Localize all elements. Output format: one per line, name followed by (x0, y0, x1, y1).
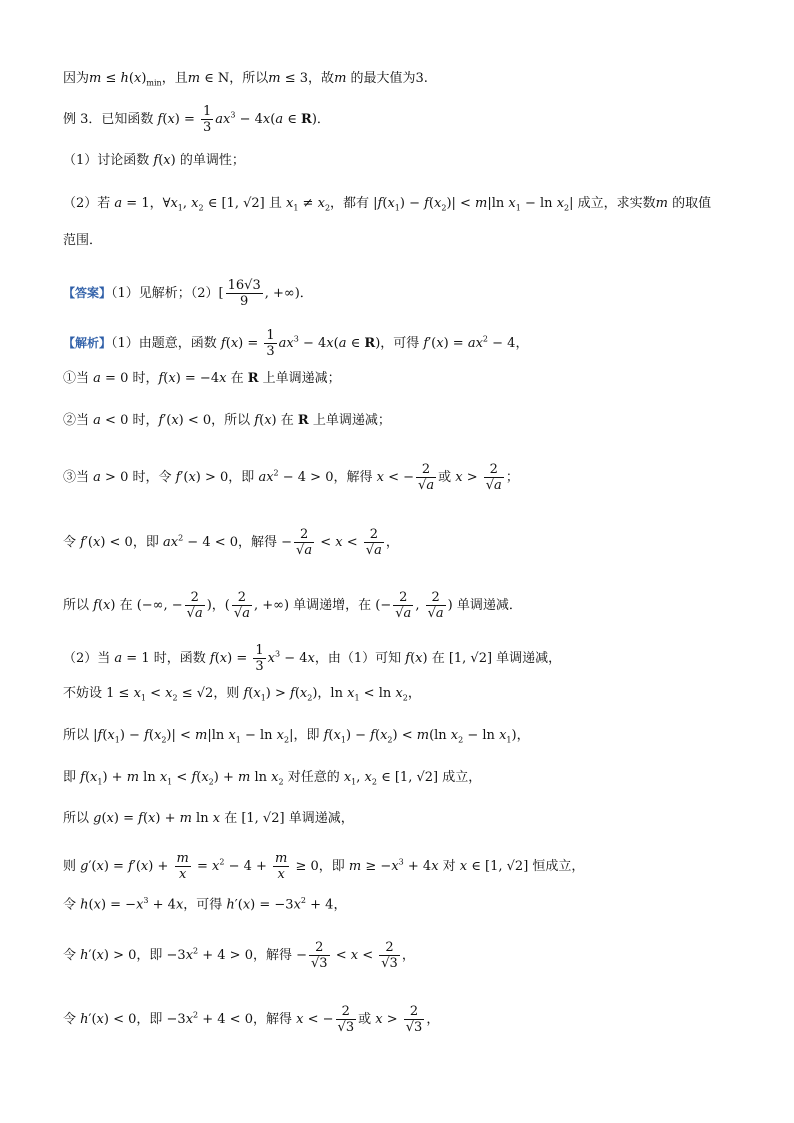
part-2-line-4: 即 $f(x_1) + m$ $\ln x_1 < f(x_2) + m$ $\ln x_2$ 对任意的 $x_1$, $x_2$ ∈ [1, √2] 成立， (63, 770, 482, 787)
part-2-line-5: 所以 g(x) = f(x) + m ln x 在 [1, √2] 单调递减， (63, 811, 354, 826)
part-2-line-9: 令 h′(x) < 0，即 $-3x^2 + 4 < 0$，解得 x < − $\frac{2}{√3}$ 或 x > $\frac{2}{√3}$ ， (63, 1004, 440, 1035)
analysis-line: 【解析】（1）由题意，函数 f(x) = $\frac{1}{3}$ $ax^3 - 4x(a$ ∈ R)，可得 $f'(x) = ax^2 - 4$， (63, 328, 529, 359)
example-3-statement: 例 3．已知函数 f(x) = $\frac{1}{3}$ $ax^3 - 4x(a$ ∈ R)． (63, 104, 330, 135)
case-3: ③当 a > 0 时，令 f′(x) > 0，即 $ax^2 - 4 > 0$，解得 x < − $\frac{2}{√a}$ 或 x > $\frac{2}{√a}$ ； (63, 462, 519, 493)
question-2-cont: 范围． (63, 233, 103, 248)
answer-line: 【答案】（1）见解析；（2）[ $\frac{16√3}{9}$ , +∞)． (63, 278, 313, 309)
case-2: ②当 a < 0 时，f′(x) < 0，所以 f(x) 在 R 上单调递减； (63, 413, 391, 428)
part-2-start: （2）当 a = 1 时，函数 f(x) = $\frac{1}{3}$ $x^3 - 4x$，由（1）可知 f(x) 在 [1, √2] 单调递减， (63, 643, 562, 674)
conclusion-1: 所以 f(x) 在 (−∞, − $\frac{2}{√a}$ )，( $\frac{2}{√a}$ , +∞) 单调递增，在 (− $\frac{2}{√a}$ , $\frac{2}{√a}$ ) 单调递减． (63, 590, 522, 621)
case-1: ①当 a = 0 时，f(x) = −4x 在 R 上单调递减； (63, 371, 341, 386)
part-2-line-7: 令 $h(x) = -x^3 + 4x$，可得 $h'(x) = -3x^2 + 4$， (63, 896, 347, 913)
part-2-line-2: 不妨设 $1 \le x_1 < x_2 \le √2$，则 $f(x_1) > f(x_2)$，$\ln x_1 < \ln x_2$， (63, 686, 421, 703)
part-2-line-3: 所以 $|f(x_1) - f(x_2)| < m|\ln$ $x_1 - \ln x_2|$，即 $f(x_1) - f(x_2) < m(\ln$ $x_2 - \ln x_1$)， (63, 728, 530, 745)
text-line-1: 因为$m \le h(x)_{min}$，且m ∈ N，所以m ≤ 3，故m 的最大值为3. (63, 71, 428, 88)
part-2-line-8: 令 h′(x) > 0，即 $-3x^2 + 4 > 0$，解得 − $\frac{2}{√3}$ < x < $\frac{2}{√3}$ ， (63, 940, 415, 971)
question-1: （1）讨论函数 f(x) 的单调性； (63, 153, 245, 168)
question-2: （2）若 a = 1，$\forall x_1$, $x_2$ ∈ [1, √2] 且 $x_1 \ne x_2$，都有 $|f(x_1) - f(x_2)| < m|\ln$ $x_1 - \ln x_2|$ 成立，求实数m 的取值 (63, 196, 712, 213)
part-2-line-6: 则 g′(x) = f′(x) + $\frac{m}{x}$ = $x^2 - 4$ + $\frac{m}{x}$ ≥ 0，即 $m \ge -x^3 + 4x$ 对 x ∈ [1, √2] 恒成立， (63, 851, 585, 882)
case-3b: 令 f′(x) < 0，即 $ax^2 - 4 < 0$，解得 − $\frac{2}{√a}$ < x < $\frac{2}{√a}$ ， (63, 527, 399, 558)
